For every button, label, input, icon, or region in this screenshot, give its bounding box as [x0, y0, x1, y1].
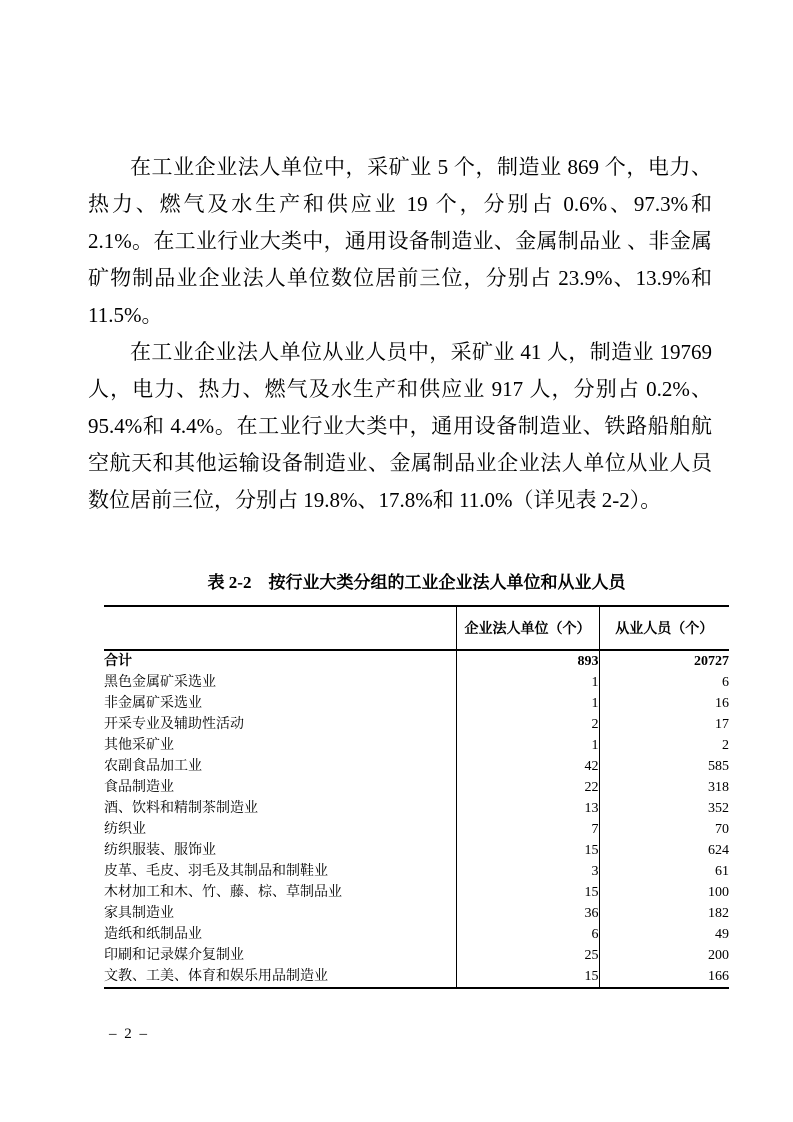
- industry-label-cell: 纺织服装、服饰业: [104, 843, 216, 858]
- table-row: [104, 903, 729, 924]
- legal-units-cell: 6: [456, 924, 599, 945]
- legal-units-cell: 42: [456, 756, 599, 777]
- employees-cell: 352: [599, 798, 729, 819]
- industry-label-cell: 造纸和纸制品业: [104, 927, 202, 942]
- legal-units-cell: 893: [456, 650, 599, 672]
- table-row: [104, 735, 729, 756]
- page-number: – 2 –: [109, 1026, 149, 1042]
- industry-label-cell: 开采专业及辅助性活动: [104, 717, 244, 732]
- industry-label-cell: 非金属矿采选业: [104, 696, 202, 711]
- table-row: [104, 714, 729, 735]
- employees-cell: 17: [599, 714, 729, 735]
- table-section: [104, 568, 729, 989]
- legal-units-cell: 2: [456, 714, 599, 735]
- industry-label-cell: 合计: [104, 654, 132, 669]
- table-title: 表 2-2 按行业大类分组的工业企业法人单位和从业人员: [207, 573, 626, 592]
- industry-label-cell: 木材加工和木、竹、藤、棕、草制品业: [104, 885, 342, 900]
- employees-cell: 20727: [599, 650, 729, 672]
- table-row: [104, 861, 729, 882]
- legal-units-cell: 15: [456, 840, 599, 861]
- body-text: [88, 149, 712, 519]
- legal-units-cell: 15: [456, 882, 599, 903]
- legal-units-cell: 1: [456, 672, 599, 693]
- industry-label-cell: 纺织业: [104, 822, 146, 837]
- legal-units-cell: 25: [456, 945, 599, 966]
- table-row: [104, 672, 729, 693]
- legal-units-cell: 3: [456, 861, 599, 882]
- table-row: [104, 819, 729, 840]
- industry-label-cell: 印刷和记录媒介复制业: [104, 948, 244, 963]
- industry-label-cell: 农副食品加工业: [104, 759, 202, 774]
- industry-label-cell: 文教、工美、体育和娱乐用品制造业: [104, 969, 328, 984]
- employees-cell: 2: [599, 735, 729, 756]
- table-row: [104, 924, 729, 945]
- paragraph-legal-units: 在工业企业法人单位中，采矿业 5 个，制造业 869 个，电力、热力、燃气及水生产和供应业 19 个，分别占 0.6%、97.3%和 2.1%。在工业行业大类中，通用设备制造业、金属制品业 、非金属矿物制品业企业法人单位数位居前三位，分别占 23.9%、13.9%和 11.5%。: [88, 155, 712, 327]
- industry-label-cell: 黑色金属矿采选业: [104, 675, 216, 690]
- employees-cell: 6: [599, 672, 729, 693]
- paragraph-employees: 在工业企业法人单位从业人员中，采矿业 41 人，制造业 19769 人，电力、热力、燃气及水生产和供应业 917 人，分别占 0.2%、95.4%和 4.4%。在工业行业大类中，通用设备制造业、铁路船舶航空航天和其他运输设备制造业、金属制品业企业法人单位从业人员数位居前三位，分别占 19.8%、17.8%和 11.0%（详见表 2-2）。: [88, 340, 712, 512]
- employees-cell: 585: [599, 756, 729, 777]
- employees-cell: 200: [599, 945, 729, 966]
- employees-cell: 624: [599, 840, 729, 861]
- industry-label-cell: 家具制造业: [104, 906, 174, 921]
- employees-cell: 49: [599, 924, 729, 945]
- employees-cell: 318: [599, 777, 729, 798]
- industry-label-cell: 食品制造业: [104, 780, 174, 795]
- header-legal-units: 企业法人单位（个）: [456, 606, 599, 650]
- employees-cell: 61: [599, 861, 729, 882]
- legal-units-cell: 7: [456, 819, 599, 840]
- legal-units-cell: 36: [456, 903, 599, 924]
- legal-units-cell: 1: [456, 693, 599, 714]
- legal-units-cell: 22: [456, 777, 599, 798]
- legal-units-cell: 1: [456, 735, 599, 756]
- header-industry: [104, 606, 456, 650]
- header-employees: 从业人员（个）: [599, 606, 729, 650]
- table-row: [104, 798, 729, 819]
- employees-cell: 70: [599, 819, 729, 840]
- employees-cell: 182: [599, 903, 729, 924]
- table-row: [104, 966, 729, 988]
- employees-cell: 16: [599, 693, 729, 714]
- employees-cell: 166: [599, 966, 729, 988]
- legal-units-cell: 15: [456, 966, 599, 988]
- industry-label-cell: 酒、饮料和精制茶制造业: [104, 801, 258, 816]
- employees-cell: 100: [599, 882, 729, 903]
- header-row: [104, 606, 729, 650]
- table-row-total: [104, 650, 729, 672]
- table-row: [104, 777, 729, 798]
- table-row: [104, 693, 729, 714]
- table-row: [104, 756, 729, 777]
- industry-label-cell: 皮革、毛皮、羽毛及其制品和制鞋业: [104, 864, 328, 879]
- table-row: [104, 882, 729, 903]
- industry-stats-table: [104, 605, 729, 989]
- legal-units-cell: 13: [456, 798, 599, 819]
- industry-label-cell: 其他采矿业: [104, 738, 174, 753]
- table-row: [104, 840, 729, 861]
- table-row: [104, 945, 729, 966]
